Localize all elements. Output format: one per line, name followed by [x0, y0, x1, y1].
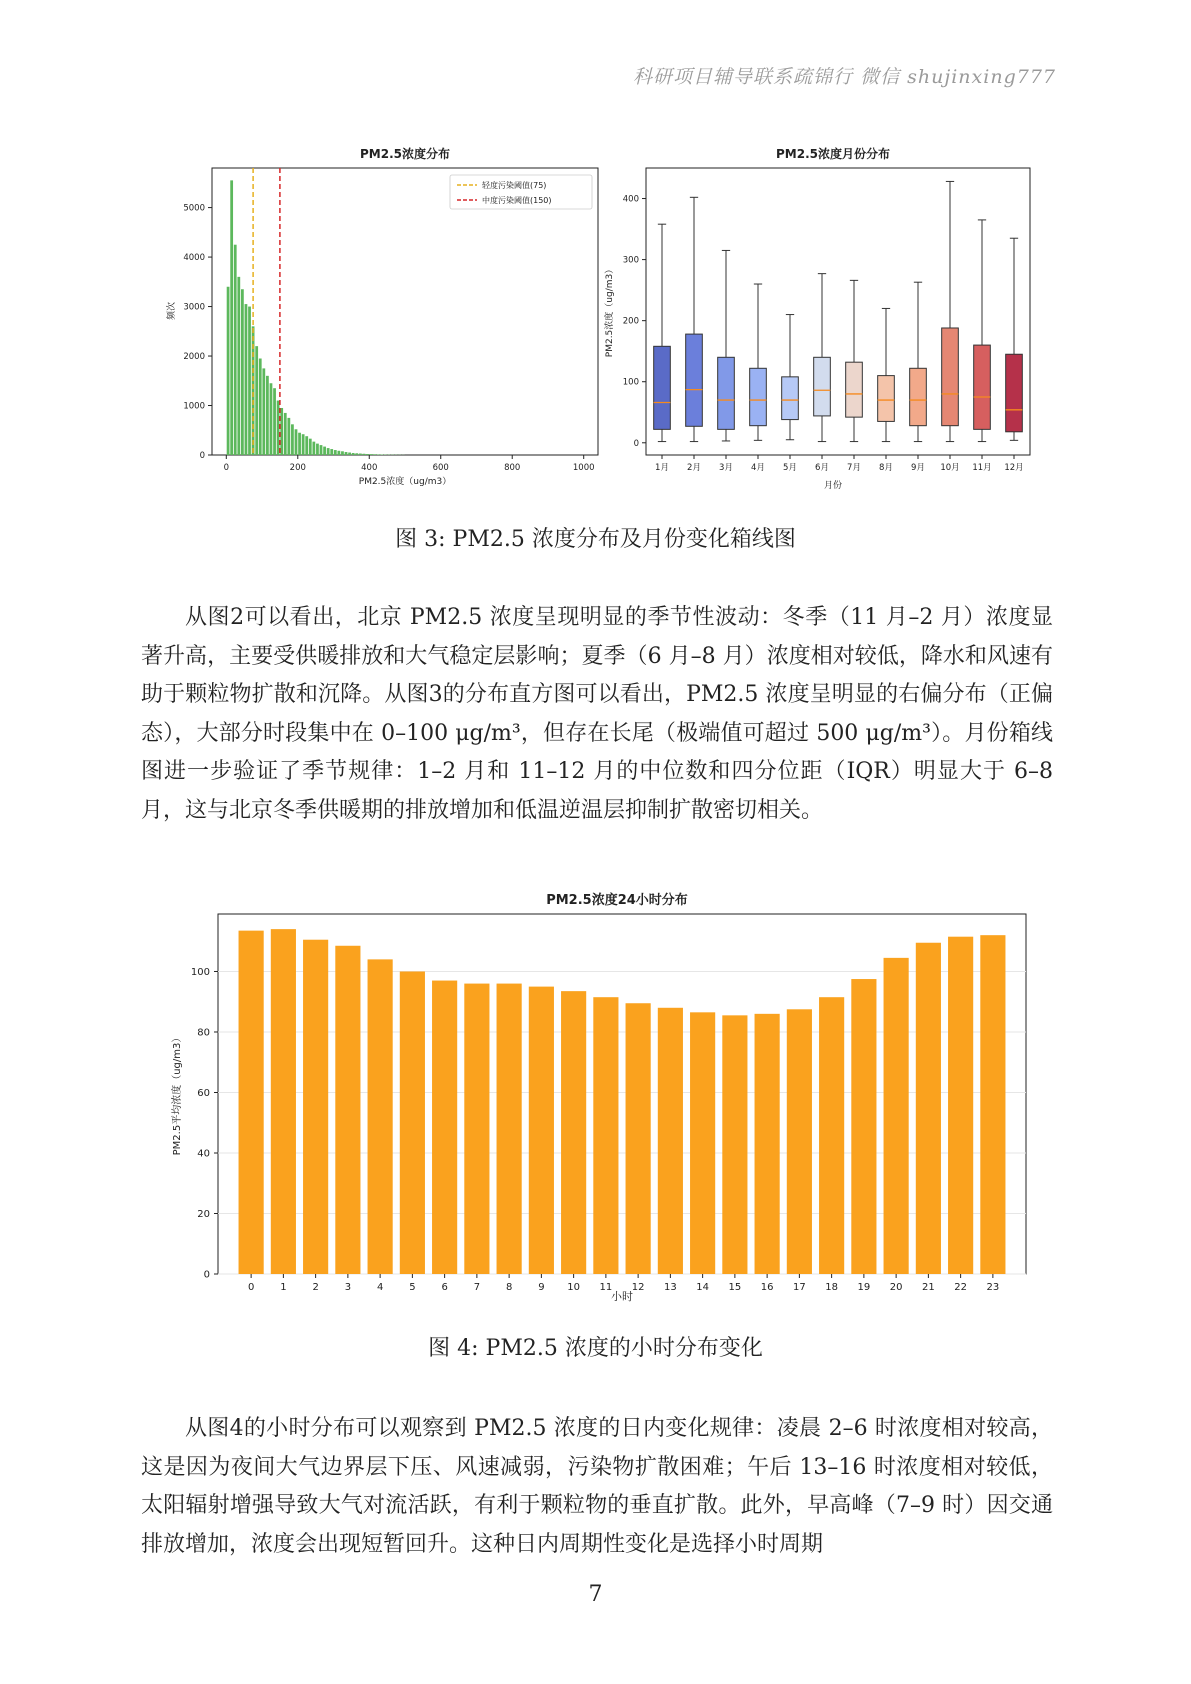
- histogram-bar: [337, 451, 340, 455]
- month-box: [654, 224, 671, 441]
- hourly-chart-title: PM2.5浓度24小时分布: [546, 893, 688, 908]
- histogram-chart: [160, 140, 600, 495]
- hourly-xtick-label: 15: [728, 1282, 742, 1290]
- hourly-bar: [722, 1015, 747, 1274]
- hourly-xtick-label: 3: [344, 1282, 352, 1290]
- hourly-xtick-label: 21: [922, 1282, 935, 1290]
- hourly-bar-chart: [160, 890, 1040, 1290]
- histogram-ylabel: 频次: [167, 301, 177, 321]
- hourly-ytick-label: 60: [197, 1087, 210, 1099]
- hourly-xtick-label: 17: [793, 1282, 806, 1290]
- boxplot-xtick-label: 1月: [655, 463, 669, 473]
- hourly-bar: [690, 1012, 715, 1274]
- month-box: [686, 197, 703, 441]
- histogram-bar: [377, 454, 380, 455]
- histogram-bar: [316, 444, 319, 455]
- box-iqr: [718, 357, 735, 429]
- hourly-bar: [303, 940, 328, 1274]
- boxplot-xtick-label: 4月: [751, 463, 765, 473]
- hourly-xtick-label: 13: [664, 1282, 677, 1290]
- hourly-bar: [561, 991, 586, 1274]
- boxplot-xtick-label: 10月: [940, 463, 960, 473]
- histogram-bar: [341, 451, 344, 455]
- box-iqr: [942, 328, 959, 426]
- hourly-bar: [819, 997, 844, 1274]
- histogram-legend: [450, 175, 592, 209]
- histogram-xtick-label: 0: [223, 463, 230, 473]
- boxplot-xtick-label: 6月: [815, 463, 829, 473]
- hourly-xtick-label: 16: [760, 1282, 774, 1290]
- hourly-bar: [658, 1008, 683, 1274]
- histogram-bar: [259, 359, 262, 455]
- hourly-bar: [948, 937, 973, 1274]
- hourly-bar: [787, 1009, 812, 1274]
- box-iqr: [686, 334, 703, 426]
- month-box: [910, 282, 927, 441]
- hourly-xtick-label: 2: [312, 1282, 319, 1290]
- hourly-xtick-label: 10: [567, 1282, 580, 1290]
- histogram-xtick-label: 800: [504, 463, 521, 473]
- histogram-xtick-label: 1000: [572, 463, 595, 473]
- hourly-bar: [851, 979, 876, 1274]
- histogram-bar: [245, 304, 248, 455]
- page-number: 7: [588, 1582, 603, 1607]
- hourly-bar: [239, 931, 264, 1274]
- histogram-bar: [277, 401, 280, 455]
- hourly-xtick-label: 23: [986, 1282, 1000, 1290]
- hourly-ytick-label: 80: [197, 1027, 210, 1039]
- month-box: [1006, 238, 1023, 440]
- histogram-bar: [262, 368, 265, 455]
- histogram-ytick-label: 2000: [183, 352, 205, 363]
- boxplot-ytick-label: 400: [622, 194, 639, 205]
- monthly-boxplot-chart: [600, 140, 1040, 495]
- histogram-xlabel: PM2.5浓度（ug/m3）: [358, 477, 452, 487]
- hourly-bar: [497, 984, 522, 1274]
- histogram-bar: [366, 454, 369, 455]
- hourly-bar: [626, 1003, 651, 1274]
- box-iqr: [782, 377, 799, 420]
- hourly-xtick-label: 9: [538, 1282, 545, 1290]
- histogram-ytick-label: 3000: [183, 302, 205, 313]
- hourly-bar: [980, 935, 1005, 1274]
- histogram-bar: [270, 383, 273, 455]
- legend-mild-threshold: 轻度污染阈值(75): [482, 181, 547, 190]
- hourly-xtick-label: 7: [473, 1282, 481, 1290]
- histogram-bar: [355, 453, 358, 455]
- box-iqr: [910, 368, 927, 425]
- boxplot-ylabel: PM2.5浓度（ug/m3）: [605, 264, 615, 358]
- month-box: [942, 181, 959, 441]
- hourly-ytick-label: 20: [197, 1208, 210, 1220]
- box-iqr: [814, 357, 831, 416]
- hourly-bar: [529, 987, 554, 1274]
- hourly-bar: [593, 997, 618, 1274]
- hourly-bar: [400, 971, 425, 1274]
- box-iqr: [878, 376, 895, 422]
- histogram-ytick-label: 1000: [183, 401, 205, 412]
- histogram-xtick-label: 400: [361, 463, 378, 473]
- box-iqr: [654, 346, 671, 429]
- hourly-chart-ylabel: PM2.5平均浓度（ug/m3）: [172, 1032, 183, 1156]
- boxplot-ytick-label: 0: [633, 438, 639, 449]
- month-box: [846, 280, 863, 441]
- hourly-xtick-label: 18: [825, 1282, 838, 1290]
- histogram-bar: [359, 454, 362, 455]
- histogram-ytick-label: 4000: [183, 253, 205, 264]
- month-box: [750, 284, 767, 440]
- box-iqr: [974, 345, 991, 429]
- hourly-ytick-label: 0: [203, 1269, 210, 1281]
- hourly-xtick-label: 22: [954, 1282, 967, 1290]
- hourly-bar: [335, 946, 360, 1274]
- histogram-bar: [302, 434, 305, 455]
- histogram-bar: [327, 448, 330, 455]
- hourly-xtick-label: 0: [247, 1282, 255, 1290]
- boxplot-plot-frame: [646, 168, 1030, 455]
- histogram-bar: [248, 307, 251, 455]
- figure4-caption: 图 4: PM2.5 浓度的小时分布变化: [428, 1336, 763, 1361]
- paragraph-hourly: 从图4的小时分布可以观察到 PM2.5 浓度的日内变化规律：凌晨 2–6 时浓度相对较高，这是因为夜间大气边界层下压、风速减弱，污染物扩散困难；午后 13–16 时浓度相对较低，太阳辐射增强导致大气对流活跃，有利于颗粒物的垂直扩散。此外，早高峰（7–9 时）因交通排放增加，浓度会出现短暂回升。这种日内周期性变化是选择小时周期: [141, 1416, 1053, 1557]
- histogram-ytick-label: 5000: [183, 203, 205, 214]
- boxplot-xtick-label: 9月: [911, 463, 925, 473]
- boxplot-ytick-label: 100: [622, 377, 639, 388]
- histogram-bar: [291, 424, 294, 455]
- boxplot-ytick-label: 200: [622, 316, 639, 327]
- histogram-bar: [255, 346, 258, 455]
- histogram-xtick-label: 600: [432, 463, 449, 473]
- boxplot-xtick-label: 12月: [1004, 463, 1024, 473]
- histogram-bar: [234, 245, 237, 455]
- histogram-bar: [305, 436, 308, 455]
- histogram-bar: [373, 454, 376, 455]
- page-header: 科研项目辅导联系疏锦行 微信 shujinxing777: [633, 66, 1056, 88]
- hourly-bar: [271, 929, 296, 1274]
- boxplot-xtick-label: 3月: [719, 463, 733, 473]
- histogram-bar: [237, 277, 240, 455]
- hourly-xtick-label: 5: [409, 1282, 416, 1290]
- histogram-bar: [273, 388, 276, 455]
- histogram-bar: [323, 447, 326, 455]
- histogram-bar: [352, 453, 355, 455]
- hourly-ytick-label: 40: [197, 1148, 210, 1160]
- hourly-xtick-label: 11: [599, 1282, 613, 1290]
- hourly-xtick-label: 8: [505, 1282, 513, 1290]
- histogram-bar: [266, 376, 269, 455]
- boxplot-xtick-label: 8月: [879, 463, 893, 473]
- histogram-bar: [334, 450, 337, 455]
- hourly-bar: [916, 943, 941, 1274]
- histogram-bar: [295, 429, 298, 455]
- hourly-xtick-label: 20: [889, 1282, 903, 1290]
- month-box: [974, 220, 991, 442]
- histogram-bar: [370, 454, 373, 455]
- month-box: [782, 315, 799, 440]
- month-box: [814, 274, 831, 442]
- box-iqr: [1006, 354, 1023, 432]
- boxplot-xtick-label: 5月: [783, 463, 797, 473]
- paragraph-seasonal: 从图2可以看出，北京 PM2.5 浓度呈现明显的季节性波动：冬季（11 月–2 月）浓度显著升高，主要受供暖排放和大气稳定层影响；夏季（6 月–8 月）浓度相对较低，降水和风速有助于颗粒物扩散和沉降。从图3的分布直方图可以看出，PM2.5 浓度呈明显的右偏分布（正偏态），大部分时段集中在 0–100 μg/m³，但存在长尾（极端值可超过 500 μg/m³）。月份箱线图进一步验证了季节规律：1–2 月和 11–12 月的中位数和四分位距（IQR）明显大于 6–8 月，这与北京冬季供暖期的排放增加和低温逆温层抑制扩散密切相关。: [141, 605, 1053, 823]
- hourly-xtick-label: 1: [280, 1282, 287, 1290]
- hourly-xtick-label: 4: [376, 1282, 384, 1290]
- histogram-bar: [363, 454, 366, 455]
- histogram-bar: [330, 449, 333, 455]
- boxplot-xtick-label: 7月: [847, 463, 861, 473]
- hourly-bar: [464, 984, 489, 1274]
- figure3-caption: 图 3: PM2.5 浓度分布及月份变化箱线图: [395, 527, 796, 552]
- histogram-ytick-label: 0: [199, 451, 205, 461]
- box-iqr: [846, 362, 863, 417]
- hourly-ytick-label: 100: [190, 966, 210, 978]
- boxplot-xtick-label: 2月: [687, 463, 701, 473]
- hourly-bar: [755, 1014, 780, 1274]
- boxplot-xtick-label: 11月: [972, 463, 992, 473]
- histogram-bar: [230, 180, 233, 455]
- histogram-bar: [280, 408, 283, 455]
- histogram-bar: [227, 287, 230, 455]
- histogram-bar: [320, 445, 323, 455]
- histogram-bar: [312, 442, 315, 455]
- boxplot-title: PM2.5浓度月份分布: [776, 147, 890, 161]
- month-box: [718, 250, 735, 441]
- histogram-bar: [298, 433, 301, 455]
- histogram-xtick-label: 200: [289, 463, 306, 473]
- box-iqr: [750, 368, 767, 425]
- hourly-xtick-label: 12: [631, 1282, 645, 1290]
- boxplot-ytick-label: 300: [622, 255, 639, 266]
- legend-moderate-threshold: 中度污染阈值(150): [482, 196, 552, 205]
- hourly-xtick-label: 6: [441, 1282, 448, 1290]
- hourly-xtick-label: 19: [857, 1282, 871, 1290]
- histogram-title: PM2.5浓度分布: [360, 147, 450, 161]
- hourly-chart-xlabel: 小时: [611, 1290, 633, 1303]
- histogram-bar: [348, 453, 351, 455]
- hourly-bar: [884, 958, 909, 1274]
- histogram-bar: [241, 289, 244, 455]
- histogram-bar: [284, 413, 287, 455]
- hourly-bar: [368, 959, 393, 1274]
- boxplot-xlabel: 月份: [823, 481, 843, 491]
- histogram-bar: [309, 439, 312, 455]
- month-box: [878, 308, 895, 441]
- hourly-xtick-label: 14: [696, 1282, 709, 1290]
- histogram-bar: [345, 452, 348, 455]
- hourly-bar: [432, 981, 457, 1274]
- histogram-bar: [287, 418, 290, 455]
